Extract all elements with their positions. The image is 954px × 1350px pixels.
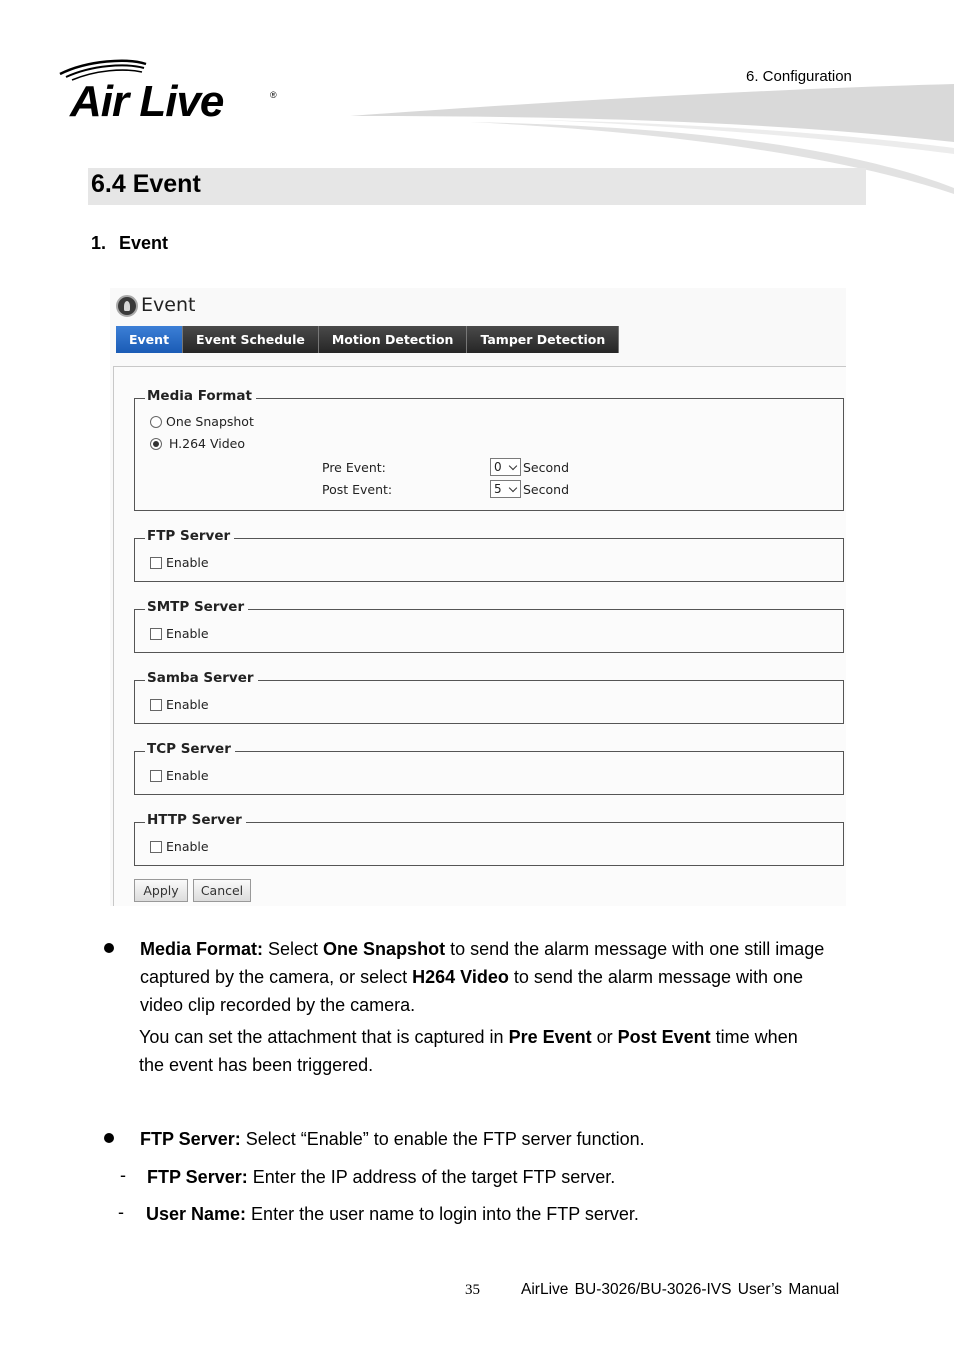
media-format-paragraph bbox=[140, 935, 880, 1019]
ftp-desc: Select “Enable” to enable the FTP server function. bbox=[240, 1129, 645, 1149]
footer-manual-title: AirLive BU-3026/BU-3026-IVS User’s Manual bbox=[521, 1281, 840, 1298]
pre-event-label: Pre Event: bbox=[322, 460, 386, 475]
dash-ftp-address: - bbox=[120, 1165, 126, 1185]
smtp-enable-checkbox[interactable] bbox=[150, 628, 162, 640]
mf-text-e: H264 Video bbox=[412, 967, 509, 987]
page-number: 35 bbox=[465, 1282, 480, 1298]
user-name-paragraph bbox=[146, 1200, 886, 1228]
pre-event-value: 0 bbox=[494, 460, 502, 474]
ftp-server-paragraph bbox=[140, 1125, 880, 1153]
ftp-server-label: FTP Server bbox=[145, 528, 234, 544]
ftp2-desc: Enter the IP address of the target FTP server. bbox=[247, 1167, 616, 1187]
pe-text-d: Post Event bbox=[617, 1027, 711, 1047]
h264-video-radio[interactable] bbox=[150, 438, 162, 450]
media-format-term: Media Format: bbox=[140, 939, 264, 959]
dash-user-name: - bbox=[118, 1202, 124, 1222]
tab-event[interactable]: Event bbox=[116, 326, 183, 353]
media-format-group bbox=[134, 388, 844, 511]
h264-video-label: H.264 Video bbox=[169, 436, 246, 451]
tcp-server-group bbox=[134, 741, 844, 795]
pe-text-a: You can set the attachment that is captured in bbox=[139, 1027, 509, 1047]
samba-enable-checkbox[interactable] bbox=[150, 699, 162, 711]
mf-text-c: to send the alarm message with one still image bbox=[445, 939, 825, 959]
section-title: 6.4 Event bbox=[91, 170, 201, 198]
tcp-enable-checkbox[interactable] bbox=[150, 770, 162, 782]
ftp-enable-label: Enable bbox=[166, 555, 209, 570]
mf-text-a: Select bbox=[263, 939, 324, 959]
ftp-enable-option[interactable] bbox=[150, 555, 209, 570]
event-page-title: Event bbox=[141, 294, 196, 316]
tcp-enable-label: Enable bbox=[166, 768, 209, 783]
pre-event-select[interactable] bbox=[490, 458, 521, 476]
section-title-bar bbox=[88, 168, 866, 205]
post-event-select[interactable] bbox=[490, 480, 521, 498]
ftp-enable-checkbox[interactable] bbox=[150, 557, 162, 569]
ftp-address-paragraph bbox=[147, 1163, 887, 1191]
svg-text:®: ® bbox=[270, 90, 277, 100]
ftp-server-group bbox=[134, 528, 844, 582]
pre-event-unit: Second bbox=[523, 459, 570, 475]
airlive-logo bbox=[58, 58, 282, 122]
http-server-label: HTTP Server bbox=[145, 812, 246, 828]
pe-text-b: Pre Event bbox=[508, 1027, 592, 1047]
mf-text-b: One Snapshot bbox=[323, 939, 446, 959]
pre-post-event-paragraph bbox=[139, 1023, 879, 1079]
bullet-media-format bbox=[104, 943, 114, 953]
event-tabs bbox=[116, 326, 619, 353]
header-section-label: 6. Configuration bbox=[746, 68, 852, 85]
cancel-button[interactable]: Cancel bbox=[193, 879, 251, 902]
apply-button[interactable]: Apply bbox=[134, 879, 188, 902]
pe-text-f: the event has been triggered. bbox=[139, 1055, 374, 1075]
svg-text:Air Live: Air Live bbox=[70, 77, 224, 122]
pre-event-row bbox=[490, 458, 569, 476]
tcp-enable-option[interactable] bbox=[150, 768, 209, 783]
samba-enable-option[interactable] bbox=[150, 697, 209, 712]
samba-server-label: Samba Server bbox=[145, 670, 258, 686]
user-term: User Name: bbox=[146, 1204, 247, 1224]
ftp-term: FTP Server: bbox=[140, 1129, 241, 1149]
smtp-enable-label: Enable bbox=[166, 626, 209, 641]
subsection-heading bbox=[91, 233, 168, 254]
mf-text-d: captured by the camera, or select bbox=[140, 967, 413, 987]
smtp-enable-option[interactable] bbox=[150, 626, 209, 641]
post-event-unit: Second bbox=[523, 481, 570, 497]
tab-motion-detection[interactable]: Motion Detection bbox=[319, 326, 468, 353]
pe-text-c: or bbox=[591, 1027, 618, 1047]
one-snapshot-label: One Snapshot bbox=[166, 414, 254, 429]
http-enable-label: Enable bbox=[166, 839, 209, 854]
event-settings-panel bbox=[113, 366, 846, 906]
tcp-server-label: TCP Server bbox=[145, 741, 235, 757]
one-snapshot-option[interactable] bbox=[150, 414, 254, 429]
subsection-number: 1. bbox=[91, 233, 107, 253]
tab-event-schedule[interactable]: Event Schedule bbox=[183, 326, 319, 353]
bullet-ftp-server bbox=[104, 1133, 114, 1143]
mf-text-g: video clip recorded by the camera. bbox=[140, 995, 416, 1015]
one-snapshot-radio[interactable] bbox=[150, 416, 162, 428]
ftp2-term: FTP Server: bbox=[147, 1167, 248, 1187]
subsection-title: Event bbox=[119, 233, 169, 253]
tab-tamper-detection[interactable]: Tamper Detection bbox=[467, 326, 619, 353]
smtp-server-label: SMTP Server bbox=[145, 599, 248, 615]
pe-text-e: time when bbox=[710, 1027, 798, 1047]
http-server-group bbox=[134, 812, 844, 866]
samba-enable-label: Enable bbox=[166, 697, 209, 712]
smtp-server-group bbox=[134, 599, 844, 653]
samba-server-group bbox=[134, 670, 844, 724]
event-icon bbox=[116, 295, 138, 317]
event-screenshot bbox=[110, 288, 846, 906]
http-enable-checkbox[interactable] bbox=[150, 841, 162, 853]
user-desc: Enter the user name to login into the FTP server. bbox=[246, 1204, 639, 1224]
post-event-value: 5 bbox=[494, 482, 502, 496]
post-event-label: Post Event: bbox=[322, 482, 393, 497]
media-format-label: Media Format bbox=[145, 388, 256, 404]
mf-text-f: to send the alarm message with one bbox=[508, 967, 804, 987]
http-enable-option[interactable] bbox=[150, 839, 209, 854]
post-event-row bbox=[490, 480, 569, 498]
h264-video-option[interactable] bbox=[150, 436, 245, 451]
